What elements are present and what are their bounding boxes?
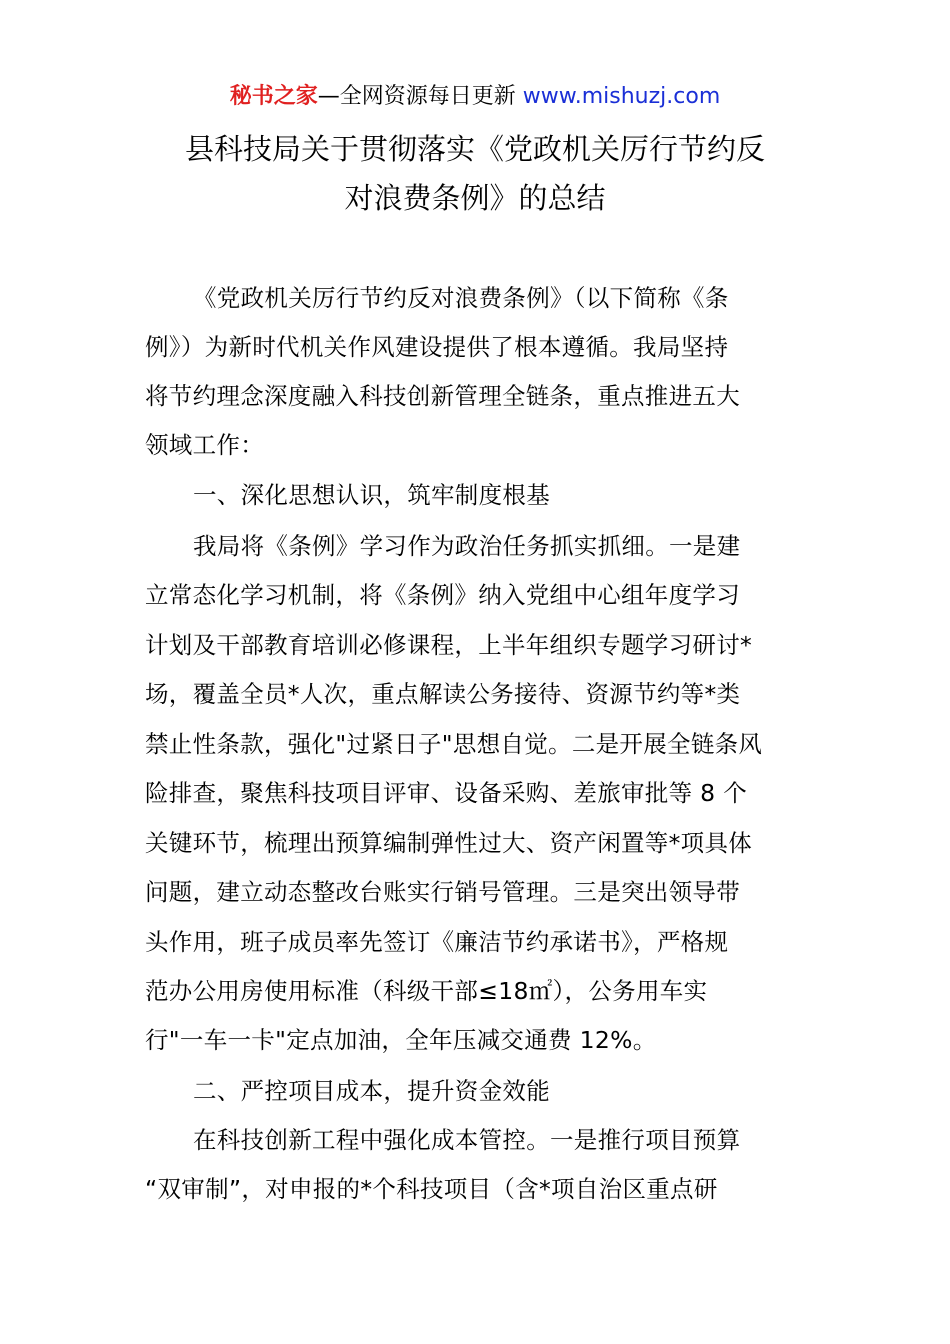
site-url-link[interactable]: www.mishuzj.com (522, 84, 721, 109)
document-title-line-1: 县科技局关于贯彻落实《党政机关厉行节约反 (184, 132, 765, 166)
paragraph-line: 将节约理念深度融入科技创新管理全链条，重点推进五大 (145, 382, 740, 410)
brand-name: 秘书之家 (229, 84, 318, 109)
section-heading-1: 一、深化思想认识，筑牢制度根基 (193, 481, 550, 509)
paragraph-line: 例》）为新时代机关作风建设提供了根本遵循。我局坚持 (145, 333, 729, 361)
header-tagline: —全网资源每日更新 (317, 84, 523, 109)
paragraph-line: 关键环节，梳理出预算编制弹性过大、资产闲置等*项具体 (145, 829, 753, 857)
paragraph-line: 问题，建立动态整改台账实行销号管理。三是突出领导带 (145, 878, 740, 906)
paragraph-line: 《党政机关厉行节约反对浪费条例》（以下简称《条 (193, 284, 729, 312)
paragraph-line: 我局将《条例》学习作为政治任务抓实抓细。一是建 (193, 532, 741, 560)
paragraph-line: 场，覆盖全员*人次，重点解读公务接待、资源节约等*类 (145, 680, 741, 708)
paragraph-line: 在科技创新工程中强化成本管控。一是推行项目预算 (193, 1126, 741, 1154)
section-heading-2: 二、严控项目成本，提升资金效能 (193, 1077, 550, 1105)
site-header (0, 82, 950, 112)
paragraph-line: 立常态化学习机制，将《条例》纳入党组中心组年度学习 (145, 581, 740, 609)
paragraph-line: 险排查，聚焦科技项目评审、设备采购、差旅审批等 8 个 (145, 779, 747, 807)
paragraph-line: 头作用，班子成员率先签订《廉洁节约承诺书》，严格规 (145, 928, 729, 956)
paragraph-line: 领域工作： (145, 431, 264, 459)
paragraph-line: “双审制”，对申报的*个科技项目（含*项自治区重点研 (145, 1175, 718, 1203)
paragraph-line: 范办公用房使用标准（科级干部≤18㎡），公务用车实 (145, 977, 708, 1005)
document-title-line-2: 对浪费条例》的总结 (344, 181, 606, 215)
paragraph-line: 禁止性条款，强化"过紧日子"思想自觉。二是开展全链条风 (145, 730, 763, 758)
paragraph-line: 计划及干部教育培训必修课程，上半年组织专题学习研讨* (145, 631, 753, 659)
paragraph-line: 行"一车一卡"定点加油，全年压减交通费 12%。 (145, 1026, 657, 1054)
